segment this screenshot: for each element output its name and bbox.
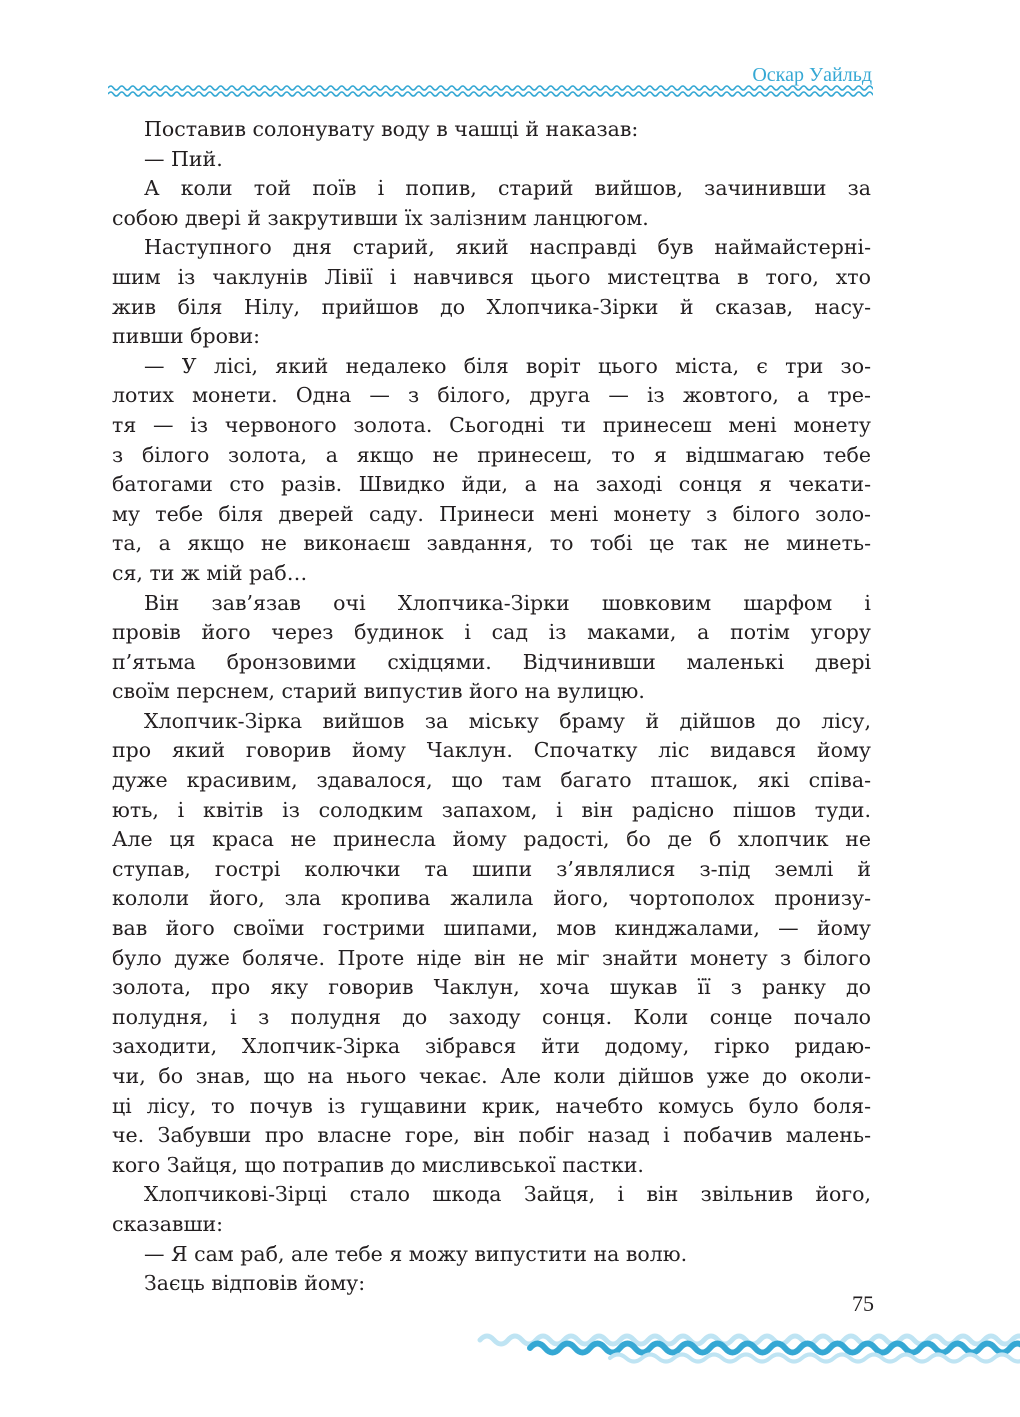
text-line: ся, ти ж мій раб… [112,560,308,585]
story-text [112,115,871,1299]
text-line: — Я сам раб, але тебе я можу випустити на волю. [144,1241,688,1266]
text-line: собою двері й закрутивши їх залізним ланцюгом. [112,205,649,230]
header-wave-decoration [108,84,873,98]
text-line: кого Зайця, що потрапив до мисливської пастки. [112,1152,644,1177]
text-line: Він зав’язав очі Хлопчика-Зірки шовковим шарфом і [144,590,871,615]
text-line: Наступного дня старий, який насправді був наймайстерні- [144,235,871,260]
text-line: дуже красивим, здавалося, що там багато пташок, які співа- [112,768,871,793]
text-line: та, а якщо не виконаєш завдання, то тобі це так не минеть- [112,531,871,556]
page-number: 75 [852,1291,874,1316]
text-line: — Пий. [144,146,223,171]
text-line: ють, і квітів із солодким запахом, і він радісно пішов туди. [112,797,871,822]
text-line: кололи його, зла кропива жалила його, чортополох пронизу- [112,886,871,911]
text-line: Заєць відповів йому: [144,1271,366,1296]
text-line: було дуже боляче. Проте ніде він не міг знайти монету з білого [112,945,871,970]
text-line: шим із чаклунів Лівії і навчився цього мистецтва в того, хто [112,264,871,289]
text-line: чи, бо знав, що на нього чекає. Але коли дійшов уже до околи- [112,1064,871,1088]
text-line: — У лісі, який недалеко біля воріт цього міста, є три зо- [144,353,871,378]
text-line: А коли той поїв і попив, старий вийшов, зачинивши за [144,176,871,201]
running-header-author: Оскар Уайльд [752,64,872,86]
text-line: пивши брови: [112,324,261,349]
text-line: п’ятьма бронзовими східцями. Відчинивши маленькі двері [112,649,871,674]
text-line: сказавши: [112,1211,224,1236]
text-line: батогами сто разів. Швидко йди, а на заході сонця я чекати- [112,472,871,497]
text-line: ступав, гострі колючки та шипи з’являлися з-під землі й [112,856,871,881]
text-line: про який говорив йому Чаклун. Спочатку ліс видався йому [112,738,871,763]
text-line: лотих монети. Одна — з білого, друга — із жовтого, а тре- [112,383,871,408]
text-line: своїм перснем, старий випустив його на вулицю. [112,679,645,704]
text-line: му тебе біля дверей саду. Принеси мені монету з білого золо- [112,501,871,526]
text-line: жив біля Нілу, прийшов до Хлопчика-Зірки й сказав, насу- [112,294,871,319]
text-line: тя — із червоного золота. Сьогодні ти принесеш мені монету [112,412,871,437]
text-line: з білого золота, а якщо не принесеш, то я відшмагаю тебе [112,442,871,467]
text-line: че. Забувши про власне горе, він побіг назад і побачив малень- [112,1123,871,1148]
footer-wave-decoration [470,1318,1020,1378]
text-line: Хлопчик-Зірка вийшов за міську браму й дійшов до лісу, [144,708,871,733]
text-line: провів його через будинок і сад із маками, а потім угору [112,620,871,645]
text-line: вав його своїми гострими шипами, мов кинджалами, — йому [112,916,871,941]
text-line: ці лісу, то почув із гущавини крик, начебто комусь було боля- [112,1093,871,1118]
text-line: золота, про яку говорив Чаклун, хоча шукав її з ранку до [112,975,871,1000]
text-line: Поставив солонувату воду в чашці й наказав: [144,117,639,141]
text-line: Але ця краса не принесла йому радості, бо де б хлопчик не [112,827,871,852]
text-line: Хлопчикові-Зірці стало шкода Зайця, і він звільнив його, [144,1182,871,1207]
text-line: заходити, Хлопчик-Зірка зібрався йти додому, гірко ридаю- [112,1034,871,1059]
text-line: полудня, і з полудня до заходу сонця. Коли сонце почало [112,1004,871,1029]
